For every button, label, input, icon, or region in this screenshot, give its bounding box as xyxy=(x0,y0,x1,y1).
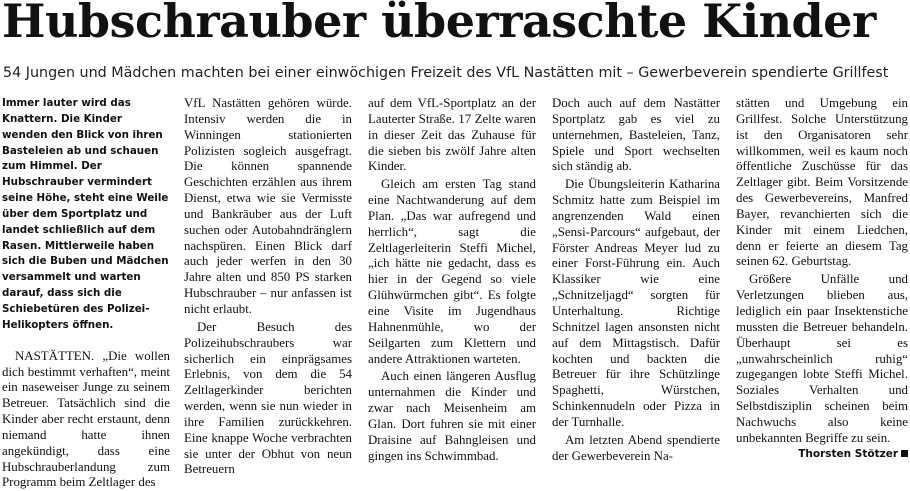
paragraph-text: Größere Unfälle und Verletzungen blieben aus, lediglich ein paar Insektenstiche mussten die Betreuer behandeln. Überhaupt sei es „unwahrscheinlich ruhig“ zugegangen lobte Steffi Michel. Soziales Verhalten und Selbstdisziplin scheinen beim Nachwuchs also keine unbekannten Begriffe zu sein. xyxy=(736,272,908,445)
paragraph: auf dem VfL-Sportplatz an der Lauterter Straße. 17 Zelte waren in dieser Zeit das Zuhause für die sieben bis zwölf Jahre alten Kinder. xyxy=(368,96,536,174)
paragraph: Der Besuch des Polizeihubschraubers war sicherlich ein einprägsames Erlebnis, von dem die 54 Zeltlagerkinder berichten werden, wenn sie nun wieder in ihre Familien zurückkehren. Eine knappe Woche verbrachten sie unter der Obhut von neun Betreuern xyxy=(184,319,352,477)
column-5 xyxy=(736,96,908,460)
paragraph: Gleich am ersten Tag stand eine Nachtwanderung auf dem Plan. „Das war aufregend und herrlich“, sagt die Zeltlagerleiterin Steffi Michel, „ich hätte nie gedacht, dass es hier in der Gegend so viele Glühwürmchen gibt“. Es folgte eine Visite im Jugendhaus Hahnenmühle, wo der Seilgarten zum Klettern und andere Attraktionen warteten. xyxy=(368,177,536,366)
article-subheadline: 54 Jungen und Mädchen machten bei einer einwöchigen Freizeit des VfL Nastätten mit – Gewerbeverein spendierte Grillfest xyxy=(3,65,889,81)
paragraph-closing xyxy=(736,272,908,460)
paragraph: Die Übungsleiterin Katharina Schmitz hatte zum Beispiel im angrenzenden Wald einen „Sensi-Parcours“ aufgebaut, der Förster Andreas Meyer lud zu einer Forst-Führung ein. Auch Klassiker wie eine „Schnitzeljagd“ sorgten für Unterhaltung. Richtige Schnitzel lagen ansonsten nicht auf dem Mittagstisch. Dafür kochten und backten die Betreuer für ihre Schützlinge Spaghetti, Würstchen, Schinkennudeln oder Pizza in der Turnhalle. xyxy=(552,177,720,429)
column-4 xyxy=(552,96,720,463)
author-byline: Thorsten Stötzer xyxy=(785,447,908,463)
paragraph-dateline: NASTÄTTEN. „Die wollen dich bestimmt verhaften“, meint ein naseweiser Junge zu seinem Betreuer. Tatsächlich sind die Kinder aber recht erstaunt, denn niemand hatte ihnen angekündigt, dass eine Hubschrauberlandung zum Programm beim Zeltlager des xyxy=(2,348,170,490)
column-3 xyxy=(368,96,536,463)
end-square-icon xyxy=(901,450,908,457)
column-1 xyxy=(2,96,170,490)
paragraph: Auch einen längeren Ausflug unternahmen die Kinder und zwar nach Meisenheim am Glan. Dort fuhren sie mit einer Draisine auf Bahngleisen und gingen ins Schwimmbad. xyxy=(368,369,536,463)
paragraph: stätten und Umgebung ein Grillfest. Solche Unterstützung ist den Organisatoren sehr willkommen, weil es kaum noch öffentliche Zuschüsse für das Zeltlager gibt. Beim Vorsitzende des Gewerbevereins, Manfred Bayer, revanchierten sich die Kinder mit einem Liedchen, denn er feierte an diesem Tag seinen 62. Geburtstag. xyxy=(736,96,908,269)
article-headline: Hubschrauber überraschte Kinder xyxy=(2,0,876,48)
article-lead: Immer lauter wird das Knattern. Die Kinder wenden den Blick von ihren Basteleien ab und schauen zum Himmel. Der Hubschrauber vermindert seine Höhe, steht eine Weile über dem Sportplatz und landet schließlich auf dem Rasen. Mittlerweile haben sich die Buben und Mädchen versammelt und warten darauf, dass sich die Schiebetüren des Polizei-Helikopters öffnen. xyxy=(2,97,169,331)
paragraph: Doch auch auf dem Nastätter Sportplatz gab es viel zu unternehmen, Basteleien, Tanz, Spiele und Sport wechselten sich ständig ab. xyxy=(552,96,720,174)
paragraph: VfL Nastätten gehören würde. Intensiv werden die in Winningen stationierten Polizisten sogleich ausgefragt. Die können spannende Geschichten erzählen aus ihrem Dienst, etwa wie sie Vermisste und Bankräuber aus der Luft suchen oder Autobahndränglern nachspüren. Einen Blick darf auch jeder werfen in den 30 Jahre alten und 850 PS starken Hubschrauber – nur anfassen ist nicht erlaubt. xyxy=(184,96,352,316)
paragraph: Am letzten Abend spendierte der Gewerbeverein Na- xyxy=(552,432,720,463)
column-2 xyxy=(184,96,352,477)
